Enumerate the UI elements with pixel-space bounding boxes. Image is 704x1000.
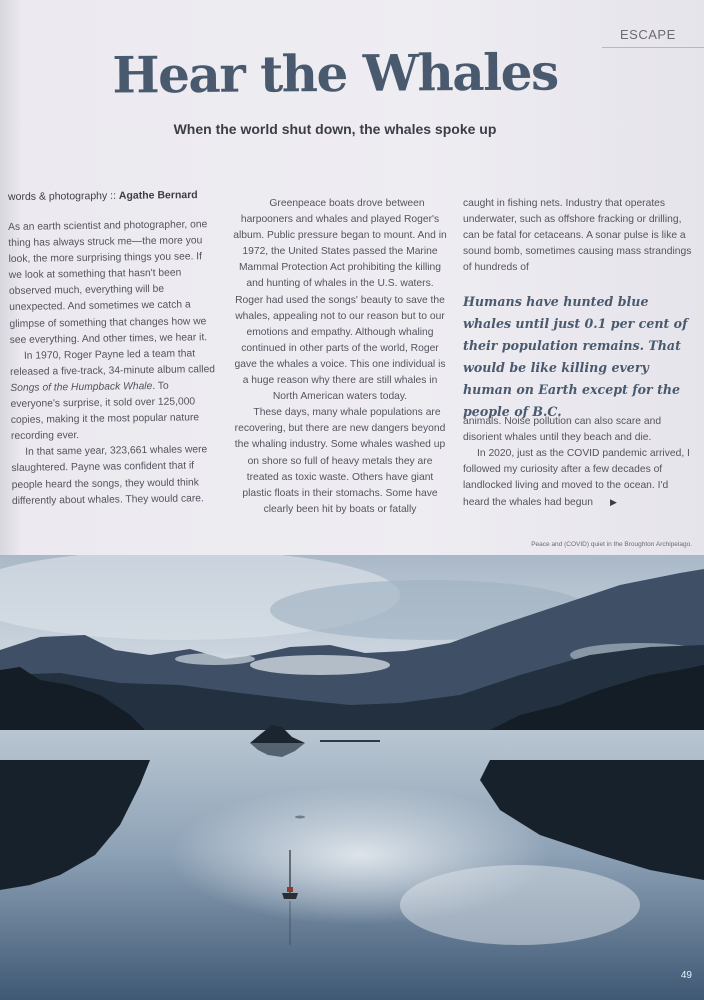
paragraph: caught in fishing nets. Industry that operates underwater, such as offshore fracking or drilling, can be fatal for cetaceans. A sonar pulse is like a sound bomb, sometimes causing mass strandings of hundreds of [463, 198, 692, 274]
paragraph: These days, many whale populations are recovering, but there are new dangers beyond the whaling industry. Some whales washed up on shore so full of heavy metals they are treated as toxic waste. Others have giant plastic floats in their stomachs. Some have clearly been hit by boats or fatally [234, 407, 446, 515]
body-column-1 [8, 217, 220, 510]
section-tag: ESCAPE [602, 24, 704, 48]
article-subtitle: When the world shut down, the whales spoke up [173, 121, 497, 137]
photo-caption: Peace and (COVID) quiet in the Broughton Archipelago. [531, 541, 692, 548]
page-number: 49 [680, 970, 692, 981]
body-column-3-continued [463, 414, 695, 512]
paragraph: As an earth scientist and photographer, one thing has always struck me—the more you look, the more surprising things you see. If we look at something that hasn't been observed much, everything will be unexpected. And sometimes we catch a glimpse of something that changes how we see everything. And other times, we hear it. [8, 219, 208, 346]
paragraph-text: . To everyone's surprise, it sold over 125,000 copies, making it the most popular nature recording ever. [10, 380, 200, 443]
body-column-3 [463, 196, 695, 276]
paragraph-text: In 1970, Roger Payne led a team that released a five-track, 34-minute album called [10, 348, 216, 378]
byline-prefix: words & photography :: [7, 189, 119, 203]
album-title: Songs of the Humpback Whale [10, 380, 153, 394]
paragraph [463, 446, 695, 511]
paragraph: animals. Noise pollution can also scare and disorient whales until they beach and die. [463, 416, 662, 444]
body-column-2 [232, 196, 448, 518]
paragraph: In that same year, 323,661 whales were slaughtered. Payne was confident that if people heard the songs, they would think differently about whales. They would care. [11, 444, 208, 507]
article-title: Hear the Whales [112, 42, 558, 105]
author-name: Agathe Bernard [118, 189, 198, 202]
byline [8, 189, 198, 203]
paragraph-text: In 2020, just as the COVID pandemic arrived, I followed my curiosity after a few decades of landlocked living and moved to the ocean. I'd heard the whales had begun [463, 448, 690, 509]
paragraph [10, 346, 219, 445]
paragraph: Greenpeace boats drove between harpooners and whales and played Roger's album. Public pressure began to mount. And in 1972, the United States passed the Marine Mammal Protection Act prohibiting the killing and hunting of whales in the U.S. waters. Roger had used the songs' beauty to save the whales, appealing not to our reason but to our emotions and empathy. Although whaling continued in other parts of the world, Roger gave the whales a voice. This one individual is a huge reason why there are still whales in North American waters today. [233, 198, 447, 403]
pull-quote: Humans have hunted blue whales until just 0.1 per cent of their population remains. That would be like killing every human on Earth except for the people of B.C. [463, 294, 688, 419]
continue-arrow-icon: ▶ [609, 497, 617, 508]
landscape-photo [0, 555, 704, 1000]
